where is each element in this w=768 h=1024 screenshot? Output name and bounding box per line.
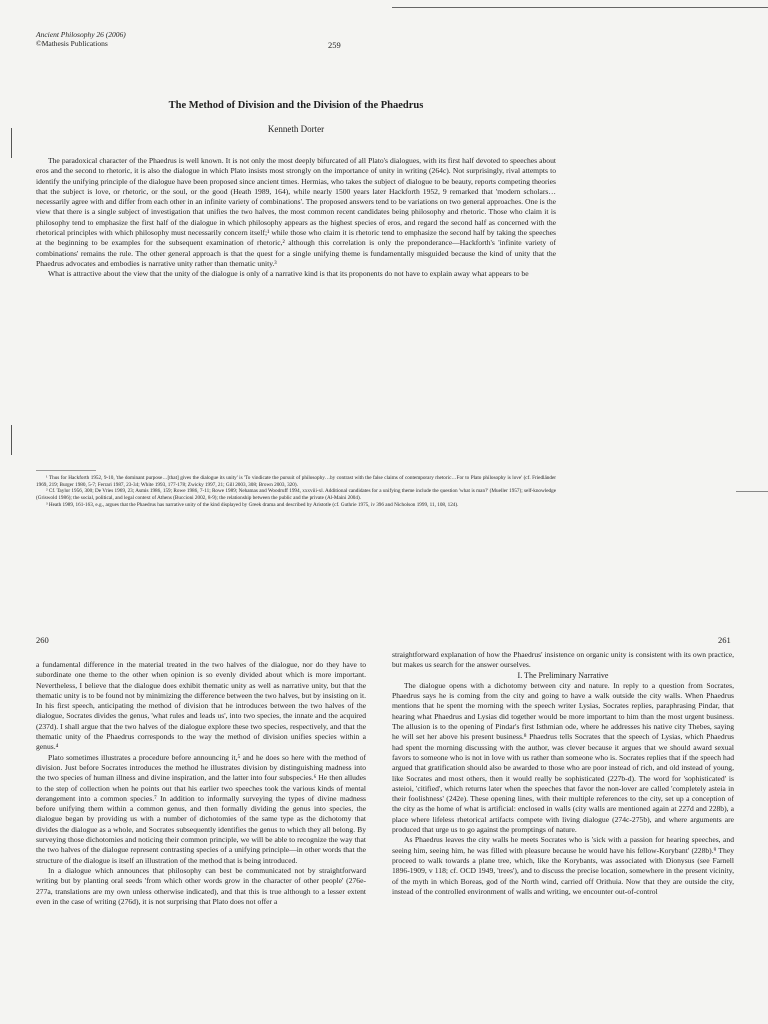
footnote-3: ³ Heath 1989, 161-163, e.g., argues that the Phaedrus has narrative unity of the kind displayed by Greek drama and described by Aristotle (cf. Guthrie 1975, iv 396 and Nicholson 1999, 11, 108, 124). xyxy=(46,501,459,508)
article-author: Kenneth Dorter xyxy=(267,124,325,134)
body-paragraph: a fundamental difference in the material treated in the two halves of the dialogue, nor do they have to subordinate one theme to the other when opinion is so evenly divided about which is more important. Nevertheless, I believe that the dialogue does exhibit thematic unity as well as narrative unity, but that the thematic unity is to be found not by minimizing the difference between the two halves, but by insisting on it. In his first speech, anticipating the method of division that he introduces between the two halves of the dialogue, Socrates divides the genus, 'what rules and leads us', into two species, the innate and the acquired (237d). I shall argue that the two halves of the dialogue explore these two species, respectively, and that the thematic unity of the Phaedrus corresponds to the way the method of division unifies species within a genus.⁴ xyxy=(36,660,366,752)
body-paragraph: The dialogue opens with a dichotomy between city and nature. In reply to a question from Socrates, Phaedrus says he is coming from the city and going to have a walk outside the city walls. When Phaedrus mentions that he spent the morning with the speech writer Lysias, Socrates replies, paraphrasing Pindar, that hearing what Phaedrus and Lysias did together would be more important to him than the most urgent business. The allusion is to the opening of Pindar's first Isthmian ode, where he addresses his native city Thebes, saying he will set her above his present business.⁸ Phaedrus tells Socrates that the speech of Lysias, which Phaedrus had spent the morning discussing with the author, was clever because it argues that we should award sexual favors to someone who is not in love with us rather than someone who is. Socrates replies that if the speech had argued that gratification should also be awarded to those who are poor instead of rich, and old instead of young, like Socrates and most others, then it would really be sophisticated (227b-d). The word for 'sophisticated' is asteioi, 'citified', which returns later when the speeches that favor the non-lover are called 'completely asteia in their foolishness' (242e). These opening lines, with their multiple references to the city, set up a conception of the city as the home of what is artificial: enclosed in walls (city walls are mentioned again at 227d and 228b), a place where lifeless rhetorical artifacts compete with living dialogue (274c-275b), and where arguments are produced that urge us to go against the promptings of nature. xyxy=(392,680,734,835)
body-paragraph: In a dialogue which announces that philosophy can best be communicated not by straightforward writing but by planting oral seeds 'from which other words grow in the character of other people' (276e-277a, translations are my own unless otherwise indicated), and that this is true although to a lesser extent even in the case of writing (276d), it is not surprising that Plato does not offer a xyxy=(36,865,366,906)
page-number-left: 260 xyxy=(36,635,49,645)
publisher-line: ©Mathesis Publications xyxy=(36,39,108,48)
left-column xyxy=(36,660,366,907)
body-paragraph: What is attractive about the view that the unity of the dialogue is only of a narrative kind is that its proponents do not have to explain away what appears to be xyxy=(48,269,529,279)
scan-margin-mark xyxy=(11,425,12,455)
page-number: 259 xyxy=(328,40,341,50)
scan-gutter-mark xyxy=(736,491,768,492)
footnote-rule xyxy=(36,470,96,471)
journal-header xyxy=(36,30,126,48)
section-heading: I. The Preliminary Narrative xyxy=(517,670,609,680)
body-paragraph: As Phaedrus leaves the city walls he meets Socrates who is 'sick with a passion for hearing speeches, and seeing him, seeing him, he was filled with pleasure because he would have his fellow-Korybant' (228b).⁹ They proceed to walk towards a plane tree, which, like the Korybants, was associated with Dionysus (see Farnell 1896-1909, v 118; cf. OCD 1949, 'trees'), and to discuss the precise location, somewhere in the present vicinity, of the myth in which Boreas, god of the North wind, carried off Orithuia. Now that they are outside the city, instead of the controlled environment of walls and writing, we encounter out-of-control xyxy=(392,835,734,896)
footnote-1: ¹ Thus for Hackforth 1952, 9-10, 'the dominant purpose…[that] gives the dialogue its unity' is 'To vindicate the pursuit of philosophy…by contrast with the false claims of contemporary rhetoric…For to Plato philosophy is love' (cf. Friedländer 1969, 219; Burger 1980, 5-7; Ferrari 1987, 23-34; White 1993, 177-178; Zwicky 1997, 21; Gill 2003, 308; Brown 2003, 320). xyxy=(36,475,556,488)
body-paragraph: The paradoxical character of the Phaedrus is well known. It is not only the most deeply bifurcated of all Plato's dialogues, with its first half devoted to speeches about eros and the second to rhetoric, it is also the dialogue in which Plato insists most strongly on the importance of unity in writing (264c). Not surprisingly, rival attempts to identify the unifying principle of the dialogue have been proposed since ancient times. Hermias, who takes the subject of dialogue to be beauty, reports competing theories that the subject is love, or rhetoric, or the soul, or the good (Heath 1989, 164), while nearly 1500 years later Hackforth 1952, 9 remarked that 'modern scholars…necessarily agree with and differ from each other in an infinite variety of combinations'. The proposed answers tend to be variations on two general approaches. One is the view that there is a single subject of investigation that unifies the two halves, the most common recent candidates being philosophy and rhetoric. Those who claim it is philosophy tend to emphasize the first half of the dialogue in which philosophy appears as the highest species of eros, and regard the second half as concerned with the rhetorical principles with which philosophy must necessarily concern itself;¹ while those who claim it is rhetoric tend to emphasize the second half by taking the speeches at the beginning to be examples for the subsequent examination of rhetoric,² although this correlation is only the preponderance—Hackforth's 'infinite variety of combinations' remains the rule. The other general approach is that the quest for a single unifying theme is fundamentally misguided because the kind of unity that the Phaedrus advocates and embodies is narrative unity rather than thematic unity.³ xyxy=(36,156,556,268)
page-number-right: 261 xyxy=(718,635,731,645)
footnote-2: ² Cf. Taylor 1956, 300; De Vries 1969, 23; Asmis 1986, 159; Rowe 1986, 7-11; Rowe 1989; Nehamas and Woodruff 1994, xxxviii-xl. Additional candidates for a unifying theme include the question 'what is man?' (Mueller 1957); self-knowledge (Griswold 1986); the social, political, and legal context of Athens (Buccioni 2002, 8-9); the relationship between the public and the private (Al-Maini 2004). xyxy=(36,488,556,502)
article-title: The Method of Division and the Division of the Phaedrus xyxy=(168,100,424,111)
body-text xyxy=(36,156,556,280)
journal-citation: Ancient Philosophy 26 (2006) xyxy=(36,30,126,39)
body-paragraph: Plato sometimes illustrates a procedure before announcing it,⁵ and he does so here with the method of division. Just before Socrates introduces the method he illustrates division by distinguishing madness into the two species of human illness and divine inspiration, and the latter into four subspecies.⁶ He then alludes to the step of collection when he points out that his earlier two speeches took the various kinds of mental derangement into a common species.⁷ In addition to informally surveying the types of divine madness before unifying them within a common genus, and then formally dividing the genus into species, the dialogue began by providing us with a number of dichotomies of the same type as the dichotomy that divides the dialogue as a whole, and Socrates subsequently identifies the genus to which they all belong. By surveying those dichotomies and noticing their common principle, we will be able to recognize the way that the two halves of the dialogue represent contrasting species of a unifying principle—in other words that the structure of the dialogue is itself an illustration of the method that is being introduced. xyxy=(36,752,366,865)
scan-margin-mark xyxy=(11,128,12,158)
right-column xyxy=(392,650,734,897)
scan-top-rule xyxy=(392,7,768,8)
footnotes xyxy=(36,475,556,509)
body-paragraph: straightforward explanation of how the Phaedrus' insistence on organic unity is consistent with its own practice, but makes us search for the answer ourselves. xyxy=(392,650,734,670)
pages-260-261 xyxy=(0,630,768,1024)
